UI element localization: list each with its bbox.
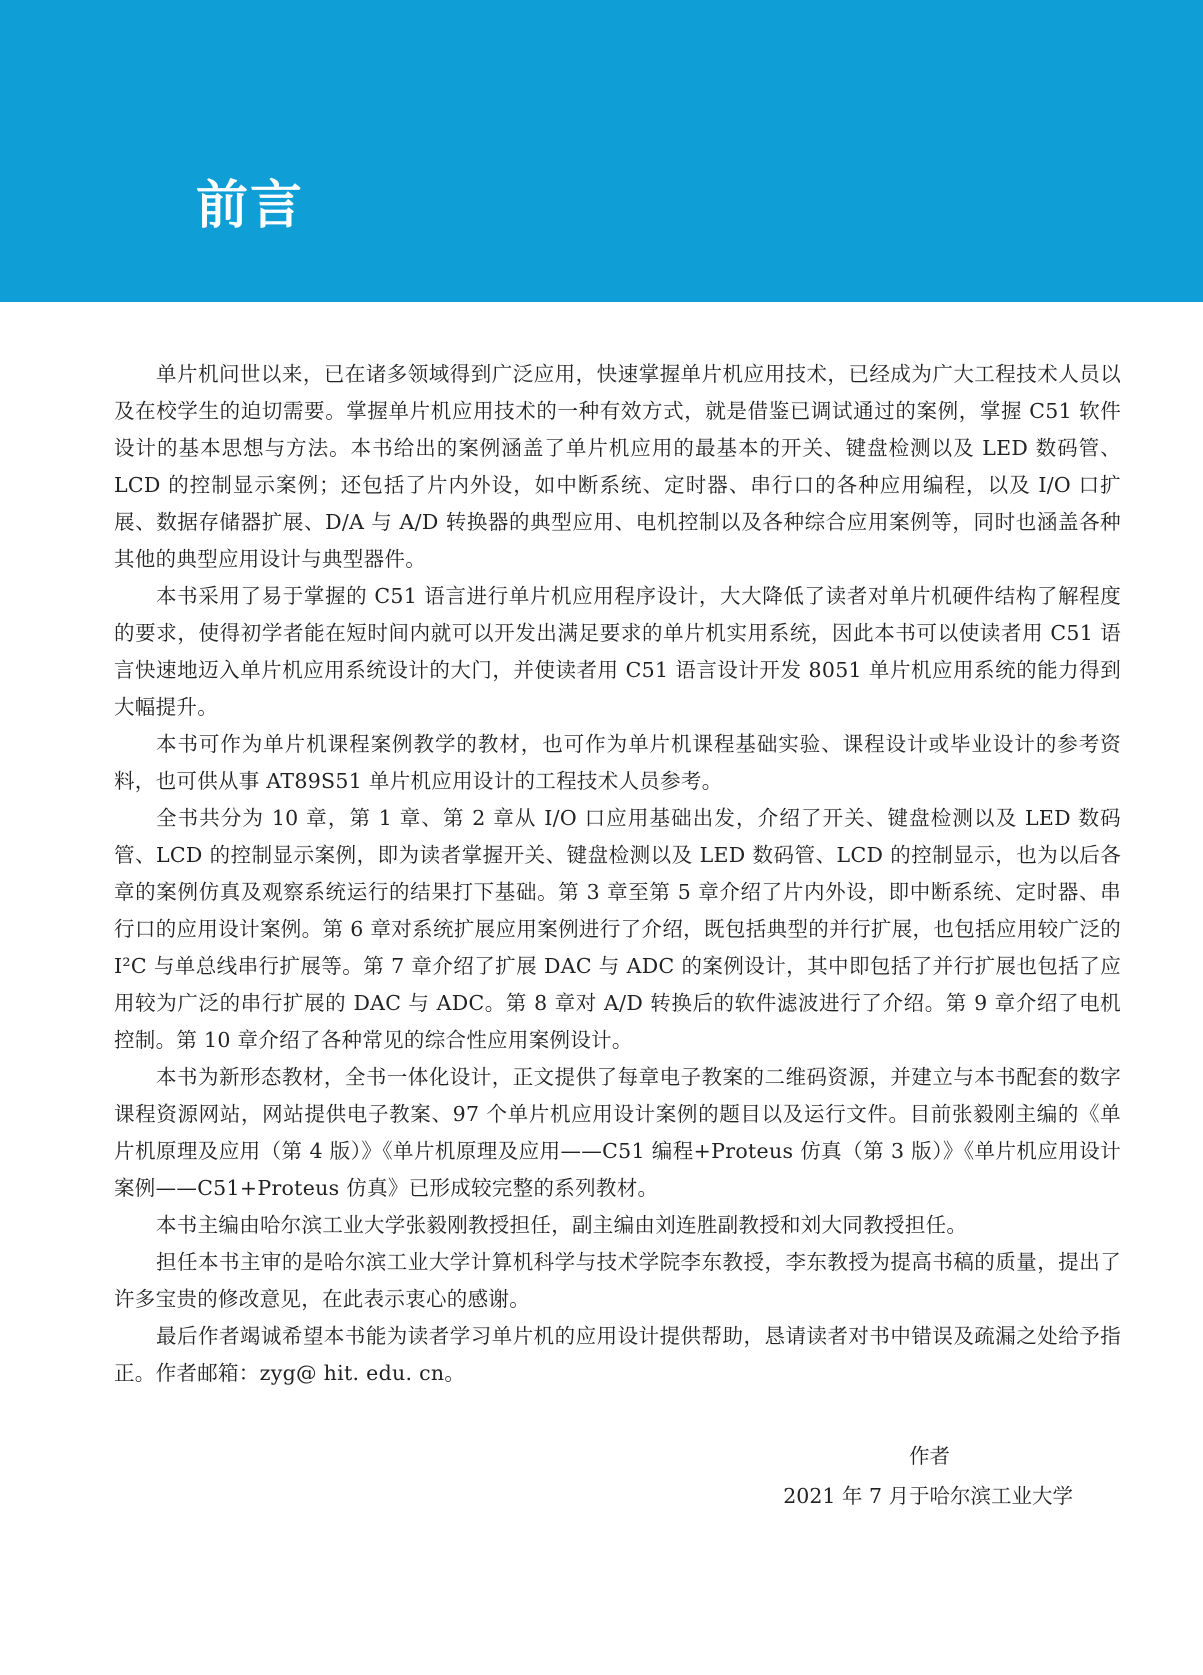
paragraph-chapters: 全书共分为 10 章，第 1 章、第 2 章从 I/O 口应用基础出发，介绍了开关、键盘检测以及 LED 数码管、LCD 的控制显示案例，即为读者掌握开关、键盘检测以及 LED 数码管、LCD 的控制显示，也为以后各章的案例仿真及观察系统运行的结果打下基础。第 3 章至第 5 章介绍了片内外设，即中断系统、定时器、串行口的应用设计案例。第 6 章对系统扩展应用案例进行了介绍，既包括典型的并行扩展，也包括应用较广泛的 I²C 与单总线串行扩展等。第 7 章介绍了扩展 DAC 与 ADC 的案例设计，其中即包括了并行扩展也包括了应用较为广泛的串行扩展的 DAC 与 ADC。第 8 章对 A/D 转换后的软件滤波进行了介绍。第 9 章介绍了电机控制。第 10 章介绍了各种常见的综合性应用案例设计。 xyxy=(114,806,1121,1052)
paragraph-editors: 本书主编由哈尔滨工业大学张毅刚教授担任，副主编由刘连胜副教授和刘大同教授担任。 xyxy=(156,1213,968,1237)
paragraph-c51-language: 本书采用了易于掌握的 C51 语言进行单片机应用程序设计，大大降低了读者对单片机硬件结构了解程度的要求，使得初学者能在短时间内就可以开发出满足要求的单片机实用系统，因此本书可以使读者用 C51 语言快速地迈入单片机应用系统设计的大门，并使读者用 C51 语言设计开发 8051 单片机应用系统的能力得到大幅提升。 xyxy=(114,584,1121,719)
signoff-author: 作者 xyxy=(909,1444,950,1468)
paragraph-reviewer: 担任本书主审的是哈尔滨工业大学计算机科学与技术学院李东教授，李东教授为提高书稿的质量，提出了许多宝贵的修改意见，在此表示衷心的感谢。 xyxy=(114,1250,1121,1311)
paragraph-closing: 最后作者竭诚希望本书能为读者学习单片机的应用设计提供帮助，恳请读者对书中错误及疏漏之处给予指正。作者邮箱：zyg@ hit. edu. cn。 xyxy=(114,1324,1121,1385)
paragraph-resources: 本书为新形态教材，全书一体化设计，正文提供了每章电子教案的二维码资源，并建立与本书配套的数字课程资源网站，网站提供电子教案、97 个单片机应用设计案例的题目以及运行文件。目前张毅刚主编的《单片机原理及应用（第 4 版）》《单片机原理及应用——C51 编程+Proteus 仿真（第 3 版）》《单片机应用设计案例——C51+Proteus 仿真》已形成较完整的系列教材。 xyxy=(114,1065,1121,1200)
signoff xyxy=(783,1436,1073,1516)
signoff-date-place: 2021 年 7 月于哈尔滨工业大学 xyxy=(783,1484,1073,1508)
page-title: 前言 xyxy=(196,176,305,236)
header-banner xyxy=(0,0,1203,302)
preface-body xyxy=(114,356,1121,1392)
paragraph-intro: 单片机问世以来，已在诸多领域得到广泛应用，快速掌握单片机应用技术，已经成为广大工程技术人员以及在校学生的迫切需要。掌握单片机应用技术的一种有效方式，就是借鉴已调试通过的案例，掌握 C51 软件设计的基本思想与方法。本书给出的案例涵盖了单片机应用的最基本的开关、键盘检测以及 LED 数码管、LCD 的控制显示案例；还包括了片内外设，如中断系统、定时器、串行口的各种应用编程，以及 I/O 口扩展、数据存储器扩展、D/A 与 A/D 转换器的典型应用、电机控制以及各种综合应用案例等，同时也涵盖各种其他的典型应用设计与典型器件。 xyxy=(114,362,1121,571)
paragraph-audience: 本书可作为单片机课程案例教学的教材，也可作为单片机课程基础实验、课程设计或毕业设计的参考资料，也可供从事 AT89S51 单片机应用设计的工程技术人员参考。 xyxy=(114,732,1121,793)
